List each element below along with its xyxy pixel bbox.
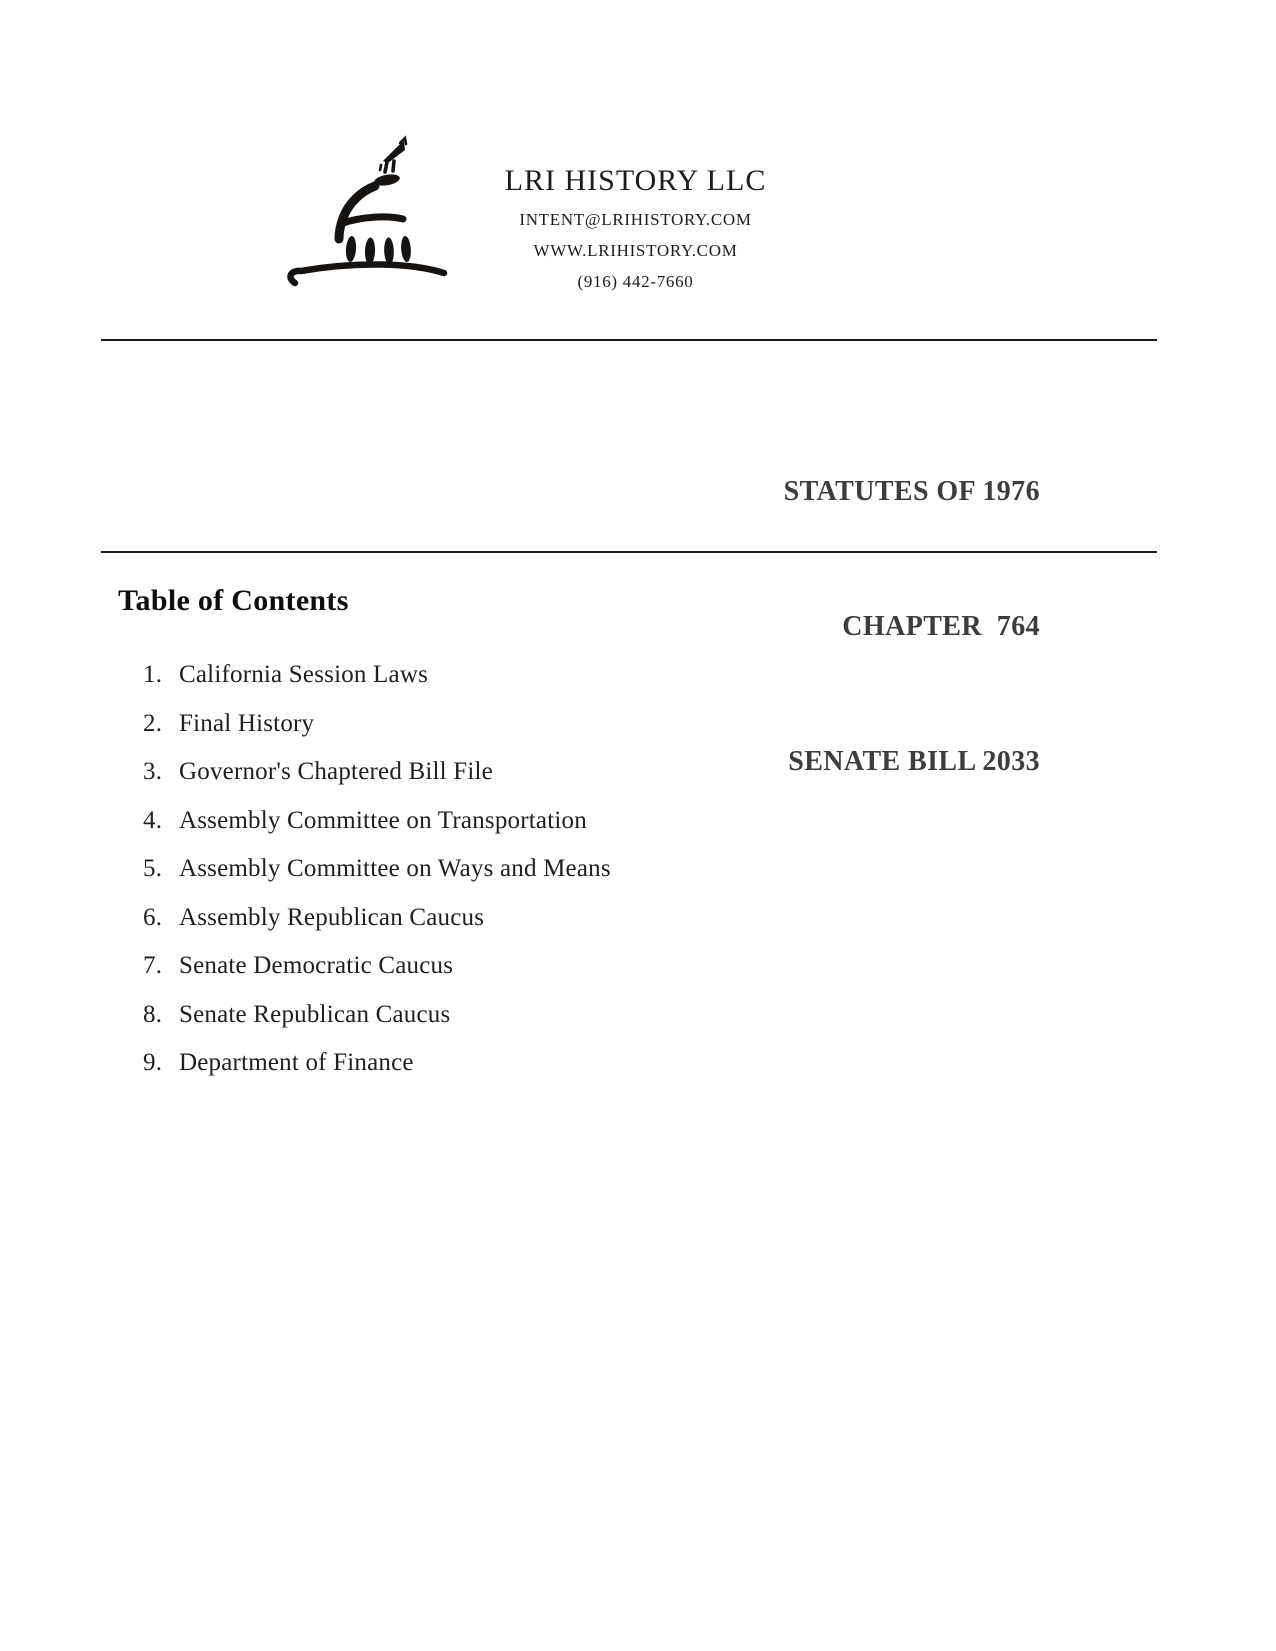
toc-item-number: 2. [143,709,163,737]
toc-item [143,700,611,749]
toc-list [143,651,611,1088]
toc-item-label: Senate Democratic Caucus [179,952,454,980]
toc-item [143,991,611,1040]
company-name: LRI HISTORY LLC [504,164,767,197]
capitol-dome-logo-icon [285,120,450,292]
toc-item-number: 5. [143,855,163,883]
toc-item-label: Assembly Committee on Transportation [179,806,587,834]
toc-item [143,1039,611,1088]
company-phone: (916) 442-7660 [577,272,694,291]
divider-bottom [101,551,1157,553]
toc-item-number: 6. [143,903,163,931]
toc-item-label: California Session Laws [179,661,429,689]
toc-item-number: 7. [143,952,163,980]
toc-item-label: Assembly Republican Caucus [179,903,485,931]
statutes-line: STATUTES OF 1976 [783,476,1040,507]
toc-item-number: 1. [143,661,163,689]
divider-top [101,339,1157,341]
toc-item [143,845,611,894]
toc-item-number: 3. [143,758,163,786]
toc-item [143,748,611,797]
toc-item-number: 4. [143,806,163,834]
senate-bill-line: SENATE BILL 2033 [788,746,1040,777]
company-email: INTENT@LRIHISTORY.COM [519,210,752,229]
toc-item-number: 9. [143,1049,163,1077]
toc-item [143,651,611,700]
toc-item [143,942,611,991]
toc-item [143,894,611,943]
toc-title: Table of Contents [118,584,349,617]
company-website: WWW.LRIHISTORY.COM [533,241,738,260]
toc-item [143,797,611,846]
chapter-line: CHAPTER 764 [842,611,1040,642]
toc-item-label: Final History [179,709,315,737]
letterhead-text [438,163,833,292]
toc-item-label: Assembly Committee on Ways and Means [179,855,611,883]
toc-item-label: Senate Republican Caucus [179,1000,451,1028]
bill-reference-block [784,379,1040,874]
toc-item-number: 8. [143,1000,163,1028]
toc-item-label: Department of Finance [179,1049,414,1077]
toc-item-label: Governor's Chaptered Bill File [179,758,493,786]
